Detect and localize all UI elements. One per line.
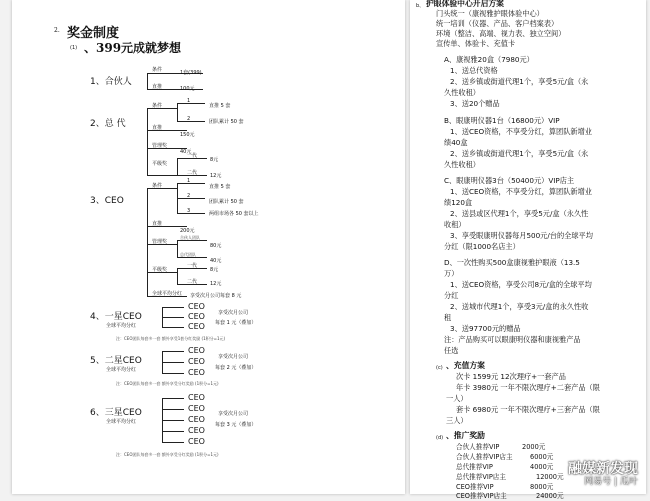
- charge-number: (c): [436, 365, 443, 371]
- partner-node-direct: 直推: [152, 84, 163, 90]
- general-cond-1: 1: [187, 98, 191, 104]
- star1-ceo-1: CEO: [188, 302, 205, 311]
- ceo-level-2: 二代: [187, 279, 198, 285]
- ceo-node-global-bonus: 全球平均分红: [152, 291, 183, 297]
- ceo-global-bonus-text: 享受次月公司每套 8 元: [190, 293, 242, 299]
- general-mgmt-value: 40元: [180, 149, 192, 155]
- option-b-1-cont: 绩40盒: [444, 138, 468, 147]
- option-c-3-cont: 分红（限1000名店主）: [444, 242, 520, 251]
- section-number: 2.: [54, 27, 60, 34]
- charge-line-3-cont: 三人）: [446, 416, 468, 425]
- promo-value-6: 24000元: [536, 492, 564, 500]
- charge-line-3: 套卡 6980元 一年不限次理疗+三套产品（限: [456, 405, 600, 414]
- partner-direct-value: 100元: [180, 86, 195, 92]
- page-title: 奖金制度: [67, 26, 120, 41]
- option-d-title: D、一次性购买500盒康视雅护眼液（13.5: [444, 258, 580, 267]
- promo-value-2: 6000元: [530, 453, 554, 461]
- partner-label: 1、合伙人: [90, 77, 132, 87]
- ceo-level-1-value: 8元: [210, 267, 219, 273]
- star2-sub: 全球平均分红: [106, 367, 137, 373]
- option-d-note: 注：产品购买可以眼康明仪器和康视雅产品: [444, 335, 581, 344]
- general-cond-1-text: 直推 5 套: [209, 103, 231, 109]
- general-level-2: 二代: [187, 170, 198, 176]
- star3-ceo-5: CEO: [188, 437, 205, 446]
- star2-label: 5、二星CEO: [90, 356, 142, 366]
- star1-sub: 全球平均分红: [106, 323, 137, 329]
- promo-item-4: 总代推荐VIP店主: [456, 473, 506, 481]
- promo-number: (d): [436, 435, 444, 441]
- star2-ceo-2: CEO: [188, 357, 205, 366]
- star1-note: 注：CEO团队每套多一套 额外享受1套分红奖励 (1积分=1元): [116, 336, 226, 341]
- option-c-1: 1、送CEO资格，不享受分红，算团队新增业: [450, 187, 592, 196]
- ceo-node-condition: 条件: [152, 183, 163, 189]
- star2-note: 注：CEO团队每套多一套 额外享受分红奖励 (1积分=1元): [116, 381, 219, 386]
- option-d-1-cont: 分红: [444, 291, 459, 300]
- ceo-level-1: 一代: [187, 263, 198, 269]
- ceo-node-peer: 平级奖: [152, 267, 168, 273]
- star1-desc-1: 享受次月公司: [218, 310, 249, 316]
- ceo-cond-1: 1: [187, 178, 191, 184]
- option-a-2: 2、送乡镇或街道代理1个，享受5元/盒（永: [450, 77, 589, 86]
- general-label: 2、总 代: [90, 119, 126, 129]
- option-a-title: A、康视雅20盒（7980元）: [444, 55, 534, 64]
- ceo-cond-1-text: 直推 5 套: [209, 184, 231, 190]
- plan-line-1: 门头统一（康视雅护眼体验中心）: [436, 9, 544, 18]
- general-node-peer: 平级奖: [152, 161, 168, 167]
- ceo-mgmt-team-1-value: 80元: [210, 243, 222, 249]
- general-level-1-value: 8元: [210, 157, 219, 163]
- charge-line-2-cont: 一人）: [446, 394, 468, 403]
- option-a-3: 3、送20个赠品: [450, 99, 500, 108]
- promo-item-3: 总代推荐VIP: [456, 463, 493, 471]
- subsection-title: 、399元成就梦想: [84, 41, 182, 55]
- star1-ceo-2: CEO: [188, 312, 205, 321]
- general-node-condition: 条件: [152, 103, 163, 109]
- general-level-2-value: 12元: [210, 173, 222, 179]
- general-node-direct: 直推: [152, 125, 163, 131]
- watermark-title: 融媒新发现: [568, 461, 638, 477]
- star2-desc-2: 每套 2 元（叠加）: [215, 365, 257, 371]
- ceo-cond-2-text: 团队累计 50 套: [209, 199, 244, 205]
- general-direct-value: 150元: [180, 132, 195, 138]
- star3-ceo-4: CEO: [188, 426, 205, 435]
- plan-line-3: 环境（整洁、高端、视力表、独立空间）: [436, 29, 566, 38]
- promo-value-1: 2000元: [522, 443, 546, 451]
- star3-ceo-1: CEO: [188, 393, 205, 402]
- option-d-1: 1、送CEO资格，享受公司8元/盒的全球平均: [450, 280, 592, 289]
- ceo-label: 3、CEO: [90, 196, 124, 206]
- plan-heading: 护眼体验中心开启方案: [426, 0, 504, 8]
- plan-line-4: 宣传单、体验卡、充值卡: [436, 39, 516, 48]
- watermark: [568, 461, 638, 488]
- promo-value-5: 8000元: [530, 483, 554, 491]
- general-level-1: 一代: [187, 153, 198, 159]
- left-page: [12, 0, 405, 494]
- plan-line-2: 统一培训（仪器、产品、客户档案表）: [436, 19, 559, 28]
- ceo-direct-value: 200元: [180, 228, 195, 234]
- partner-condition-value: 1套(399): [180, 70, 202, 76]
- charge-line-2: 年卡 3980元 一年不限次理疗+二套产品（限: [456, 383, 600, 392]
- option-c-3: 3、享受眼康明仪器每月500元/台的全球平均: [450, 231, 593, 240]
- promo-value-3: 4000元: [530, 463, 554, 471]
- general-cond-2-text: 团队累计 50 套: [209, 119, 244, 125]
- option-d-2-cont: 租: [444, 313, 452, 322]
- option-b-2: 2、送乡镇或街道代理1个，享受5元/盒（永: [450, 149, 589, 158]
- ceo-mgmt-team-2: 总代团队: [180, 252, 196, 257]
- ceo-cond-3-text: 两组市场各 50 套以上: [209, 211, 259, 217]
- partner-node-condition: 条件: [152, 67, 163, 73]
- star2-ceo-3: CEO: [188, 368, 205, 377]
- star1-label: 4、一星CEO: [90, 312, 142, 322]
- option-b-title: B、眼康明仪器1台（16800元）VIP: [444, 116, 560, 125]
- ceo-node-direct: 直推: [152, 221, 163, 227]
- promo-value-4: 12000元: [536, 473, 564, 481]
- option-c-1-cont: 绩120盒: [444, 198, 473, 207]
- ceo-mgmt-team-2-value: 40元: [210, 258, 222, 264]
- promo-item-2: 合伙人推荐VIP店主: [456, 453, 513, 461]
- option-a-1: 1、送总代资格: [450, 66, 498, 75]
- option-d-title-cont: 万）: [444, 269, 459, 278]
- ceo-level-2-value: 12元: [210, 281, 222, 287]
- star3-note: 注：CEO团队每套多一套 额外享受分红奖励 (1积分=1元): [116, 452, 219, 457]
- option-c-2-cont: 收租）: [444, 220, 466, 229]
- option-c-title: C、眼康明仪器3台（50400元）VIP店主: [444, 176, 575, 185]
- star3-desc-2: 每套 3 元（叠加）: [215, 422, 257, 428]
- star3-sub: 全球平均分红: [106, 419, 137, 425]
- option-d-3: 3、送97700元的赠品: [450, 324, 521, 333]
- star1-desc-2: 每套 1 元（叠加）: [215, 320, 257, 326]
- ceo-cond-3: 3: [187, 208, 191, 214]
- promo-heading: 、推广奖励: [446, 431, 485, 440]
- option-b-1: 1、送CEO资格，不享受分红，算团队新增业: [450, 127, 592, 136]
- star2-ceo-1: CEO: [188, 346, 205, 355]
- option-b-2-cont: 久性收租）: [444, 160, 480, 169]
- ceo-node-mgmt: 管理奖: [152, 239, 168, 245]
- option-d-note-cont: 任选: [444, 346, 459, 355]
- promo-item-1: 合伙人推荐VIP: [456, 443, 500, 451]
- promo-item-5: CEO推荐VIP: [456, 483, 494, 491]
- right-page: [410, 0, 646, 500]
- star3-ceo-2: CEO: [188, 404, 205, 413]
- star2-desc-1: 享受次月公司: [218, 354, 249, 360]
- general-node-mgmt: 管理奖: [152, 143, 168, 149]
- option-a-2-cont: 久性收租）: [444, 88, 480, 97]
- star3-desc-1: 享受次月公司: [218, 411, 249, 417]
- charge-line-1: 次卡 1599元 12次理疗+一套产品: [456, 372, 566, 381]
- ceo-cond-2: 2: [187, 193, 191, 199]
- star3-ceo-3: CEO: [188, 415, 205, 424]
- watermark-source: 网易号 | 瓜叶: [584, 477, 638, 487]
- charge-heading: 、充值方案: [446, 361, 485, 370]
- star3-label: 6、三星CEO: [90, 408, 142, 418]
- option-d-2: 2、送城市代理1个，享受3元/盒的永久性收: [450, 302, 589, 311]
- plan-number: b、: [416, 3, 425, 9]
- promo-item-6: CEO推荐VIP店主: [456, 492, 507, 500]
- star1-ceo-3: CEO: [188, 322, 205, 331]
- general-cond-2: 2: [187, 116, 191, 122]
- subsection-number: (1): [70, 45, 78, 51]
- ceo-mgmt-team-1: 合伙人团队: [180, 235, 200, 240]
- option-c-2: 2、送县或区代理1个，享受5元/盒（永久性: [450, 209, 589, 218]
